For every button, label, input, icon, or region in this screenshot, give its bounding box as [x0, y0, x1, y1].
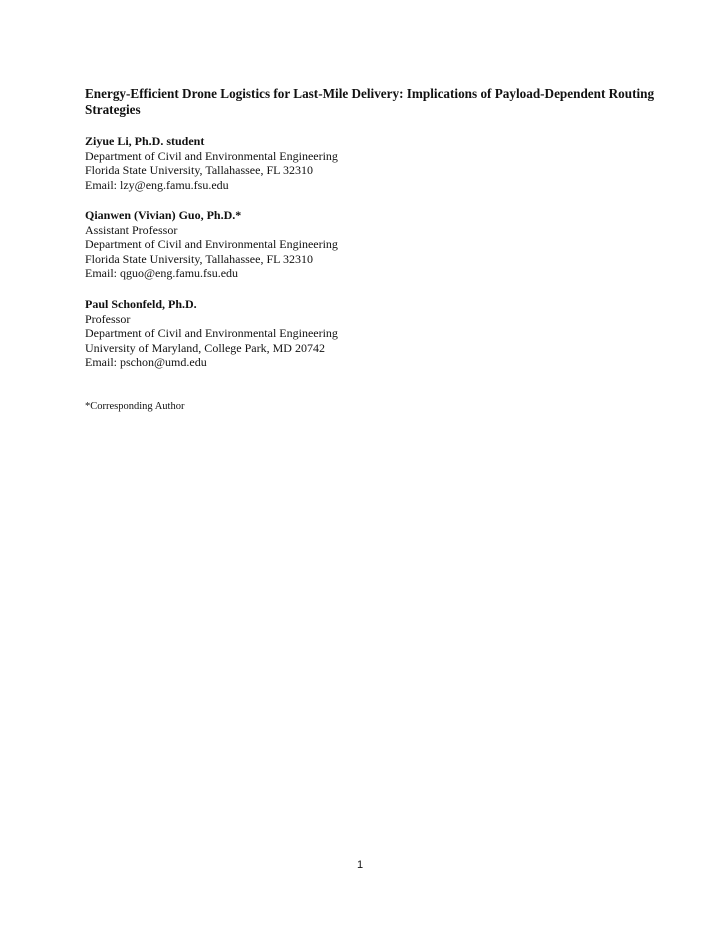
paper-title: Energy-Efficient Drone Logistics for Last-Mile Delivery: Implications of Payload-Dependent Routing Strategies	[85, 86, 655, 117]
author-department: Department of Civil and Environmental Engineering	[85, 326, 338, 341]
author-affiliation: Florida State University, Tallahassee, FL 32310	[85, 163, 314, 178]
author-block-1	[85, 134, 485, 192]
author-email: Email: qguo@eng.famu.fsu.edu	[85, 266, 239, 281]
author-email: Email: pschon@umd.edu	[85, 355, 207, 370]
corresponding-author-note: *Corresponding Author	[85, 401, 185, 412]
author-department: Department of Civil and Environmental Engineering	[85, 237, 338, 252]
author-position: Professor	[85, 311, 131, 326]
page-number: 1	[356, 859, 364, 871]
author-affiliation: University of Maryland, College Park, MD 20742	[85, 340, 325, 355]
author-name: Paul Schonfeld, Ph.D.	[85, 297, 197, 311]
author-position: Assistant Professor	[85, 222, 178, 237]
author-email: Email: lzy@eng.famu.fsu.edu	[85, 177, 229, 192]
author-name: Ziyue Li, Ph.D. student	[85, 134, 205, 148]
author-affiliation: Florida State University, Tallahassee, FL 32310	[85, 251, 314, 266]
author-department: Department of Civil and Environmental Engineering	[85, 148, 338, 163]
author-block-3	[85, 297, 485, 370]
author-block-2	[85, 208, 485, 281]
author-name: Qianwen (Vivian) Guo, Ph.D.*	[85, 208, 242, 222]
